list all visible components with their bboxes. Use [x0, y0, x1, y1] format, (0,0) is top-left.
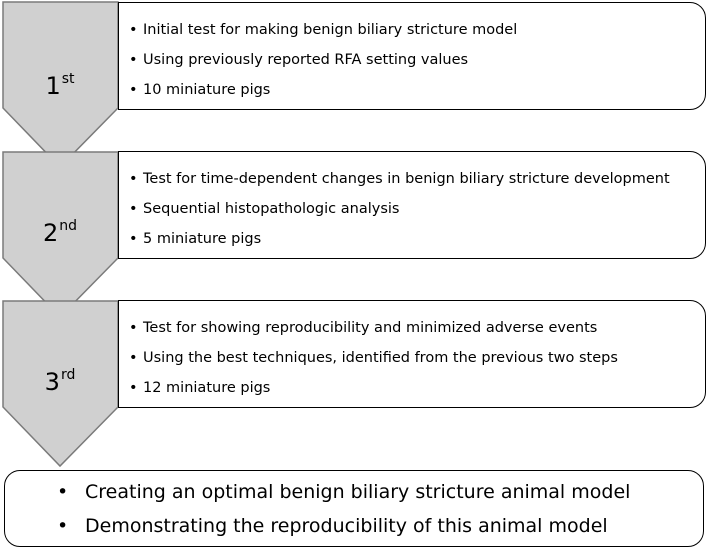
step-2-item: • Sequential histopathologic analysis — [119, 194, 705, 224]
step-3-item: • 12 miniature pigs — [119, 373, 705, 403]
step-1-item: • Initial test for making benign biliary stricture model — [119, 15, 705, 45]
step-2-number: 2nd — [42, 218, 78, 247]
outcome-box — [4, 470, 704, 547]
outcome-item: • Demonstrating the reproducibility of this animal model — [5, 509, 703, 543]
step-1-number: 1st — [45, 71, 75, 100]
step-3-item: • Test for showing reproducibility and minimized adverse events — [119, 313, 705, 343]
step-1-item: • Using previously reported RFA setting values — [119, 45, 705, 75]
step-2-item: • Test for time-dependent changes in benign biliary stricture development — [119, 164, 705, 194]
step-3-box — [118, 300, 706, 408]
step-3-item: • Using the best techniques, identified from the previous two steps — [119, 343, 705, 373]
step-3-number: 3rd — [44, 367, 76, 396]
step-1-box — [118, 2, 706, 110]
step-2-box — [118, 151, 706, 259]
outcome-item: • Creating an optimal benign biliary stricture animal model — [5, 475, 703, 509]
step-2-item: • 5 miniature pigs — [119, 224, 705, 254]
step-1-item: • 10 miniature pigs — [119, 75, 705, 105]
